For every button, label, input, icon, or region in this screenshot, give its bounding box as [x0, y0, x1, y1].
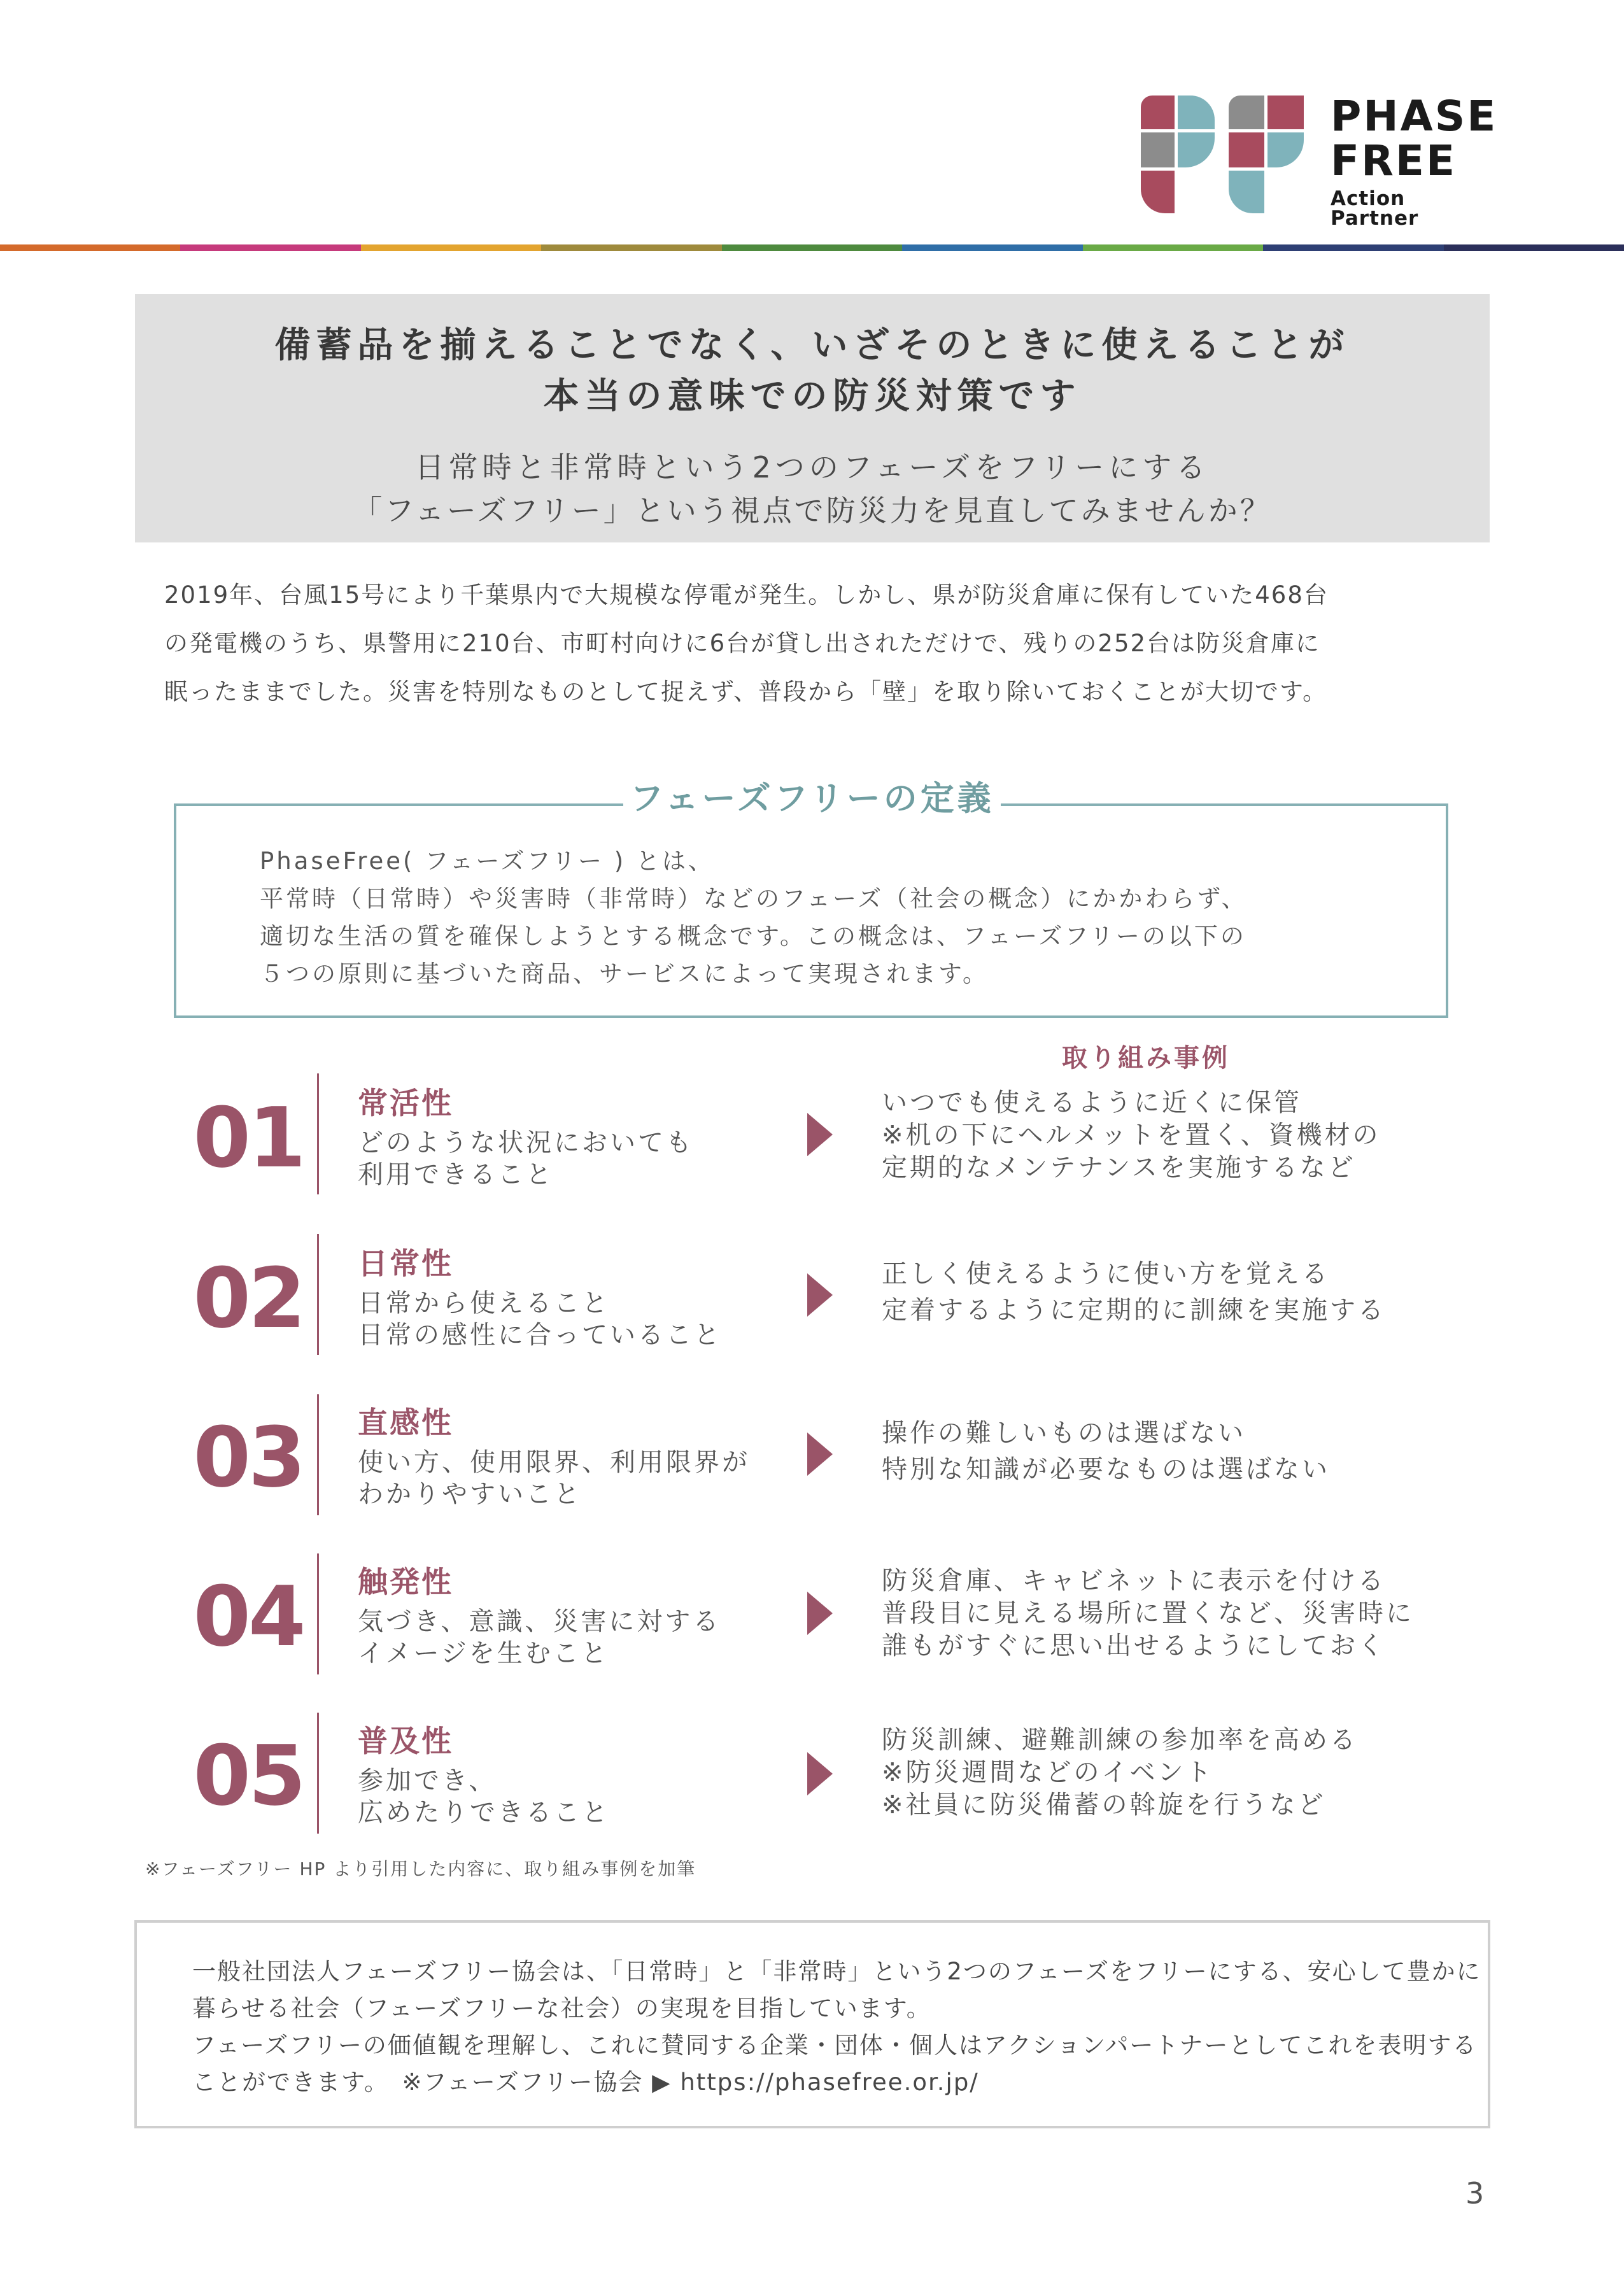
subheadline-line-2: 「フェーズフリー」という視点で防災力を見直してみませんか？	[353, 493, 1272, 528]
stripe-segment	[1263, 244, 1443, 251]
case-line: 誰もがすぐに思い出せるようにしておく	[882, 1631, 1386, 1660]
case-line: ※社員に防災備蓄の斡旋を行うなど	[882, 1790, 1326, 1820]
principle-number: 02	[193, 1250, 304, 1347]
principle-number: 04	[193, 1568, 304, 1665]
arrow-right-icon	[807, 1592, 833, 1635]
headline-line-2: 本当の意味での防災対策です	[543, 376, 1082, 417]
arrow-right-icon	[807, 1273, 833, 1317]
principle-divider	[317, 1234, 319, 1355]
stripe-segment	[180, 244, 360, 251]
page-number: 3	[1465, 2176, 1485, 2211]
logo-text-action-partner: Action Partner	[1331, 187, 1419, 230]
definition-line-2: 平常時（日常時）や災害時（非常時）などのフェーズ（社会の概念）にかかわらず、	[260, 885, 1248, 912]
principle-divider	[317, 1713, 319, 1834]
phase-free-logo	[1140, 92, 1498, 230]
definition-line-4: ５つの原則に基づいた商品、サービスによって実現されます。	[260, 960, 989, 987]
association-line-3: フェーズフリーの価値観を理解し、これに賛同する企業・団体・個人はアクションパートナーとしてこれを表明する	[192, 2032, 1478, 2059]
headline-line-1: 備蓄品を揃えることでなく、いざそのときに使えることが	[274, 325, 1350, 366]
principle-name: 触発性	[358, 1565, 453, 1600]
stripe-segment	[902, 244, 1082, 251]
principle-name: 常活性	[358, 1086, 453, 1121]
case-line: 特別な知識が必要なものは選ばない	[882, 1455, 1330, 1484]
arrow-right-icon	[807, 1113, 833, 1156]
definition-title: フェーズフリーの定義	[623, 778, 1001, 820]
principle-divider	[317, 1073, 319, 1194]
principle-desc-line: 参加でき、	[358, 1766, 497, 1795]
principle-desc-line: 使い方、使用限界、利用限界が	[358, 1448, 750, 1477]
definition-line-1: PhaseFree( フェーズフリー ) とは、	[260, 847, 714, 875]
principle-desc-line: わかりやすいこと	[358, 1480, 582, 1509]
case-line: ※防災週間などのイベント	[882, 1758, 1214, 1787]
principle-desc-line: 気づき、意識、災害に対する	[358, 1607, 721, 1636]
case-line: ※机の下にヘルメットを置く、資機材の	[882, 1121, 1381, 1150]
stripe-segment	[0, 244, 180, 251]
intro-line-2: の発電機のうち、県警用に210台、市町村向けに6台が貸し出されただけで、残りの252台は防災倉庫に	[164, 630, 1321, 657]
principle-desc-line: 利用できること	[358, 1160, 554, 1189]
phase-free-logo-mark	[1140, 92, 1318, 220]
case-line: いつでも使えるように近くに保管	[882, 1088, 1302, 1117]
principle-desc-line: どのような状況においても	[358, 1128, 694, 1157]
association-line-2: 暮らせる社会（フェーズフリーな社会）の実現を目指しています。	[192, 1995, 931, 2022]
logo-text-free: FREE	[1331, 136, 1457, 185]
case-line: 定着するように定期的に訓練を実施する	[882, 1296, 1386, 1325]
stripe-segment	[1083, 244, 1263, 251]
principle-name: 日常性	[358, 1247, 453, 1282]
case-line: 防災訓練、避難訓練の参加率を高める	[882, 1725, 1358, 1755]
association-line-1: 一般社団法人フェーズフリー協会は、「日常時」と「非常時」という2つのフェーズをフリーにする、安心して豊かに	[192, 1958, 1481, 1985]
subheadline-line-1: 日常時と非常時という2つのフェーズをフリーにする	[414, 450, 1210, 485]
headline-box	[135, 294, 1490, 542]
definition-title-wrap	[0, 778, 1624, 820]
intro-line-1: 2019年、台風15号により千葉県内で大規模な停電が発生。しかし、県が防災倉庫に保有していた468台	[164, 581, 1329, 609]
intro-line-3: 眠ったままでした。災害を特別なものとして捉えず、普段から「壁」を取り除いておくことが大切です。	[164, 678, 1328, 705]
principle-desc-line: 日常から使えること	[358, 1289, 610, 1318]
color-stripe	[0, 244, 1624, 251]
logo-text-phase: PHASE	[1331, 92, 1498, 141]
principle-name: 直感性	[358, 1406, 453, 1441]
stripe-segment	[1444, 244, 1624, 251]
principle-name: 普及性	[358, 1724, 453, 1759]
stripe-segment	[541, 244, 721, 251]
principle-number: 03	[193, 1409, 304, 1506]
definition-line-3: 適切な生活の質を確保しようとする概念です。この概念は、フェーズフリーの以下の	[260, 923, 1246, 950]
stripe-segment	[722, 244, 902, 251]
stripe-segment	[361, 244, 541, 251]
case-line: 普段目に見える場所に置くなど、災害時に	[882, 1599, 1414, 1628]
principle-desc-line: イメージを生むこと	[358, 1639, 609, 1668]
principle-number: 05	[193, 1727, 304, 1824]
cases-heading: 取り組み事例	[1062, 1043, 1230, 1073]
arrow-right-icon	[807, 1433, 833, 1476]
principle-number: 01	[193, 1089, 304, 1186]
case-line: 操作の難しいものは選ばない	[882, 1418, 1246, 1448]
arrow-right-icon	[807, 1752, 833, 1795]
case-line: 正しく使えるように使い方を覚える	[882, 1259, 1330, 1289]
principle-desc-line: 広めたりできること	[358, 1798, 610, 1827]
principle-divider	[317, 1394, 319, 1515]
principle-desc-line: 日常の感性に合っていること	[358, 1320, 722, 1350]
case-line: 定期的なメンテナンスを実施するなど	[882, 1153, 1356, 1182]
case-line: 防災倉庫、キャビネットに表示を付ける	[882, 1566, 1386, 1595]
principle-divider	[317, 1553, 319, 1674]
association-line-4: ことができます。 ※フェーズフリー協会 ▶ https://phasefree.or.jp/	[192, 2069, 979, 2096]
footnote: ※フェーズフリー HP より引用した内容に、取り組み事例を加筆	[145, 1858, 696, 1879]
